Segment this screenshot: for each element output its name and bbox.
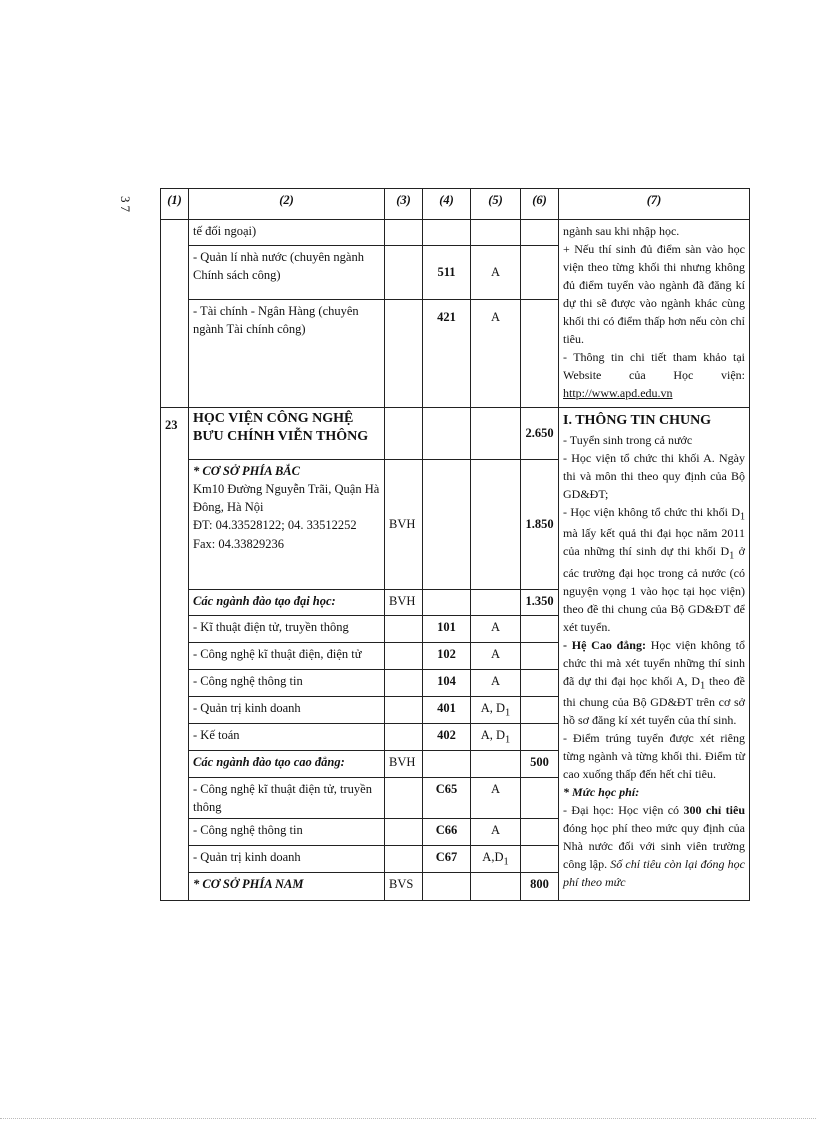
subscript: 1 (505, 734, 511, 746)
block-text: A,D (482, 850, 504, 865)
major-code: 102 (423, 643, 471, 670)
school-code: BVH (385, 590, 423, 616)
university-group-label: Các ngành đào tạo đại học: (189, 590, 385, 616)
info-title: I. THÔNG TIN CHUNG (563, 413, 712, 428)
college-label: - Hệ Cao đẳng: (563, 637, 646, 652)
campus-south-title: * CƠ SỞ PHÍA NAM (189, 873, 385, 901)
college-group-label: Các ngành đào tạo cao đẳng: (189, 751, 385, 778)
exam-block: A (471, 300, 521, 408)
subscript: 1 (700, 680, 706, 692)
prev-info-cell (559, 220, 750, 408)
major-name: tế đối ngoại) (189, 220, 385, 246)
exam-block: A (471, 616, 521, 643)
campus-north-cell (189, 460, 385, 590)
info-line: ở các trường đại học trong cả nước (có nguyện vọng 1 vào học tại học viện) theo đề thi chung của Bộ GD&ĐT để xét tuyển. (563, 544, 745, 634)
major-name: - Tài chính - Ngân Hàng (chuyên ngành Tài chính công) (189, 300, 385, 408)
subscript: 1 (503, 856, 509, 868)
major-name: - Quản lí nhà nước (chuyên ngành Chính sách công) (189, 246, 385, 300)
info-line: - Điểm trúng tuyển được xét riêng từng ngành và từng khối thi. Điểm từ cao xuống thấp đến hết chỉ tiêu. (563, 731, 745, 782)
exam-block: A (471, 246, 521, 300)
fee-line: đóng học phí theo mức quy định của Nhà nước đối với sinh viên trường công lập. (563, 821, 745, 872)
website-link[interactable]: http://www.apd.edu.vn (563, 386, 673, 400)
institution-number: 23 (161, 408, 189, 901)
campus-fax: Fax: 04.33829236 (193, 536, 284, 551)
fee-line: - Đại học: Học viện có (563, 803, 684, 818)
major-code: 401 (423, 697, 471, 724)
school-code: BVH (385, 460, 423, 590)
prev-info-line: + Nếu thí sinh đủ điểm sàn vào học viện theo từng khối thi nhưng không đủ điểm tuyển vào ngành đã đăng kí dự thi sẽ được vào ngành khác cùng khối thi có điểm thấp hơn nếu còn chỉ tiêu. (563, 242, 745, 346)
subscript: 1 (505, 707, 511, 719)
admissions-table (160, 188, 750, 901)
prev-info-line: - Thông tin chi tiết tham khảo tại Website của Học viện: (563, 350, 745, 382)
header-col-1: (1) (161, 189, 189, 220)
school-code: BVH (385, 751, 423, 778)
info-line: - Tuyển sinh trong cả nước (563, 433, 693, 447)
major-code: 511 (423, 246, 471, 300)
campus-phone: ĐT: 04.33528122; 04. 33512252 (193, 518, 357, 533)
major-name: - Công nghệ thông tin (189, 670, 385, 697)
campus-title: * CƠ SỞ PHÍA BẮC (193, 464, 300, 478)
exam-block: A (471, 643, 521, 670)
general-info-cell (559, 408, 750, 901)
block-text: A, D (480, 701, 506, 715)
exam-block: A (471, 670, 521, 697)
info-line: - Học viện không tổ chức thi khối D (563, 505, 740, 519)
info-line: mà lấy kết quả thi đại học năm 2011 của những thí sinh dự thi khối D (563, 526, 745, 559)
subscript: 1 (729, 550, 735, 562)
major-code: 402 (423, 724, 471, 751)
school-code: BVS (385, 873, 423, 901)
institution-name: HỌC VIỆN CÔNG NGHỆ BƯU CHÍNH VIỄN THÔNG (189, 408, 385, 460)
major-code: 101 (423, 616, 471, 643)
info-line: - Học viện tổ chức thi khối A. Ngày thi và môn thi theo quy định của Bộ GD&ĐT; (563, 451, 745, 501)
fee-title: * Mức học phí: (563, 785, 640, 800)
fee-italic: Số chỉ tiêu còn lại đóng học phí theo mức (563, 857, 745, 890)
major-name: - Công nghệ thông tin (189, 819, 385, 846)
major-name: - Công nghệ kĩ thuật điện tử, truyền thông (189, 778, 385, 819)
header-col-4: (4) (423, 189, 471, 220)
group-quota: 1.350 (521, 590, 559, 616)
institution-row (161, 408, 750, 460)
major-name: - Kĩ thuật điện tử, truyền thông (189, 616, 385, 643)
campus-quota: 1.850 (521, 460, 559, 590)
major-code: 104 (423, 670, 471, 697)
major-code: 421 (423, 300, 471, 408)
exam-block (471, 846, 521, 873)
prev-info-line: ngành sau khi nhập học. (563, 224, 680, 238)
header-col-2: (2) (189, 189, 385, 220)
page-footer-divider (0, 1118, 816, 1119)
campus-address: Km10 Đường Nguyễn Trãi, Quận Hà Đông, Hà Nội (193, 482, 380, 515)
no-cell (161, 220, 189, 408)
major-name: - Công nghệ kĩ thuật điện, điện tử (189, 643, 385, 670)
exam-block (471, 724, 521, 751)
page-number: 37 (118, 196, 133, 215)
table-row (161, 220, 750, 246)
info-line: Học viện không tổ chức thi mà xét tuyển những thí sinh đã dự thi đại học khối A, D (563, 637, 745, 688)
group-quota: 500 (521, 751, 559, 778)
major-name: - Kế toán (189, 724, 385, 751)
exam-block: A (471, 819, 521, 846)
institution-total: 2.650 (521, 408, 559, 460)
major-code: C67 (423, 846, 471, 873)
exam-block (471, 697, 521, 724)
major-code: C66 (423, 819, 471, 846)
header-row (161, 189, 750, 220)
major-code: C65 (423, 778, 471, 819)
campus-quota: 800 (521, 873, 559, 901)
exam-block: A (471, 778, 521, 819)
fee-bold: 300 chỉ tiêu (683, 803, 745, 818)
header-col-7: (7) (559, 189, 750, 220)
header-col-3: (3) (385, 189, 423, 220)
subscript: 1 (740, 511, 745, 523)
header-col-6: (6) (521, 189, 559, 220)
info-line: theo đề thi chung của Bộ GD&ĐT trên cơ sở hồ sơ đăng kí xét tuyển của thí sinh. (563, 673, 745, 728)
major-name: - Quản trị kinh doanh (189, 846, 385, 873)
header-col-5: (5) (471, 189, 521, 220)
major-name: - Quản trị kinh doanh (189, 697, 385, 724)
block-text: A, D (480, 728, 506, 742)
